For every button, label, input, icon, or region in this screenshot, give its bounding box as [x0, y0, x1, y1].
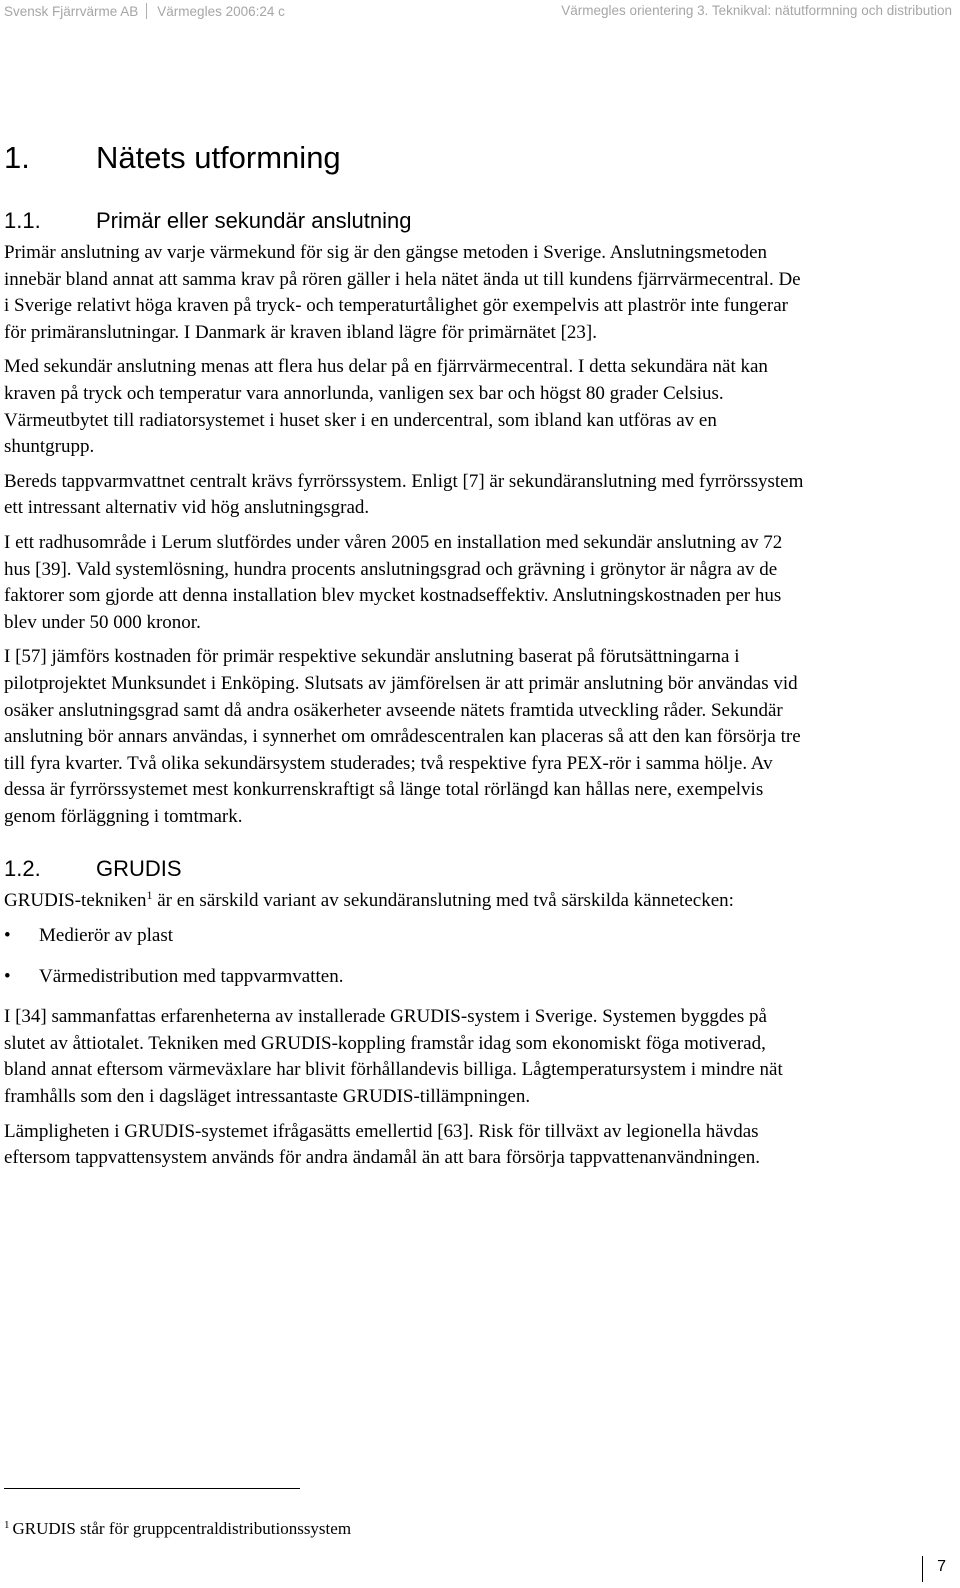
header-organization: Svensk Fjärrvärme AB: [4, 4, 139, 19]
intro-text-after: är en särskild variant av sekundäranslutning med två särskilda kännetecken:: [152, 890, 734, 912]
list-item-text: Medierör av plast: [39, 925, 174, 947]
bullet-list: [4, 923, 804, 990]
heading-title: Primär eller sekundär anslutning: [96, 208, 412, 233]
intro-text-before: GRUDIS-tekniken: [4, 890, 147, 912]
page-header: [0, 3, 960, 25]
paragraph-intro: [4, 888, 804, 915]
list-item: [4, 964, 804, 991]
paragraph: Primär anslutning av varje värmekund för sig är den gängse metoden i Sverige. Anslutningsmetoden innebär bland annat att samma krav på rören gäller i hela nätet ända ut till kundens fjärrvärmecentral. De i Sverige relativt höga kraven på tryck- och temperaturtålighet gör exempelvis att plaströr inte fungerar för primäranslutningar. I Danmark är kraven ibland lägre för primärnätet [23].: [4, 242, 801, 343]
paragraph: Med sekundär anslutning menas att flera hus delar på en fjärrvärmecentral. I detta sekundära nät kan kraven på tryck och temperatur vara annorlunda, vanligen sex bar och högst 80 grader Celsius. Värmeutbytet till radiatorsystemet i huset sker i en undercentral, som ibland kan utföras av en shuntgrupp.: [4, 356, 768, 458]
heading-section-1: [4, 140, 804, 176]
header-document-title: Värmegles orientering 3. Teknikval: nätutformning och distribution: [561, 3, 952, 18]
document-body: [4, 132, 804, 1180]
heading-section-1-2: [4, 856, 804, 882]
paragraph: I [34] sammanfattas erfarenheterna av installerade GRUDIS-system i Sverige. Systemen byggdes på slutet av åttiotalet. Tekniken med GRUDIS-koppling framstår idag som ekonomiskt föga motiverad, bland annat eftersom värmeväxlare har blivit förhållandevis billiga. Lågtemperatursystem i mindre nät framhålls som den i dagsläget intressantaste GRUDIS-tillämpningen.: [4, 1006, 783, 1108]
heading-title: GRUDIS: [96, 856, 182, 882]
heading-number: 1.: [4, 140, 30, 175]
heading-number: 1.1.: [4, 208, 41, 233]
bullet-icon: •: [4, 965, 11, 987]
heading-title: Nätets utformning: [96, 140, 341, 175]
paragraph: I [57] jämförs kostnaden för primär respektive sekundär anslutning baserat på förutsättningarna i pilotprojektet Munksundet i Enköping. Slutsats av jämförelsen är att primär anslutning bör användas vid osäker anslutningsgrad samt då andra osäkerheter avseende nätets framtida utveckling råder. Sekundär anslutning bör annars användas, i synnerhet om områdescentralen kan placeras så att den kan försörja tre till fyra kvarter. Två olika sekundärsystem studerades; två respektive fyra PEX-rör i samma hölje. Av dessa är fyrrörssystemet mest konkurrenskraftigt så länge total rörlängd kan hållas nere, exempelvis genom förläggning i tomtmark.: [4, 646, 801, 827]
bullet-icon: •: [4, 925, 11, 947]
list-item: [4, 923, 804, 950]
page-number: 7: [922, 1556, 946, 1582]
paragraph: I ett radhusområde i Lerum slutfördes under våren 2005 en installation med sekundär anslutning av 72 hus [39]. Vald systemlösning, hundra procents anslutningsgrad och grävning i grönytor är några av de faktorer som gjorde att denna installation blev mycket kostnadseffektiv. Anslutningskostnaden per hus blev under 50 000 kronor.: [4, 531, 783, 633]
paragraph: Lämpligheten i GRUDIS-systemet ifrågasätts emellertid [63]. Risk för tillväxt av legionella hävdas eftersom tappvattensystem används för andra ändamål än att bara försörja tappvattenanvändningen.: [4, 1120, 761, 1169]
footnote-text: GRUDIS står för gruppcentraldistributionssystem: [12, 1519, 352, 1538]
header-report-number: Värmegles 2006:24 c: [157, 4, 285, 19]
footnote-separator: [4, 1488, 300, 1489]
footnote-reference[interactable]: 1: [146, 888, 153, 903]
footnote-mark: 1: [4, 1519, 10, 1531]
paragraph: Bereds tappvarmvattnet centralt krävs fyrrörssystem. Enligt [7] är sekundäranslutning med fyrrörssystem ett intressant alternativ vid hög anslutningsgrad.: [4, 470, 804, 519]
list-item-text: Värmedistribution med tappvarmvatten.: [39, 965, 344, 987]
header-separator: [146, 3, 147, 19]
heading-number: 1.2.: [4, 856, 41, 882]
footnote: [4, 1518, 351, 1540]
header-left: [4, 3, 285, 19]
heading-section-1-1: [4, 208, 804, 234]
